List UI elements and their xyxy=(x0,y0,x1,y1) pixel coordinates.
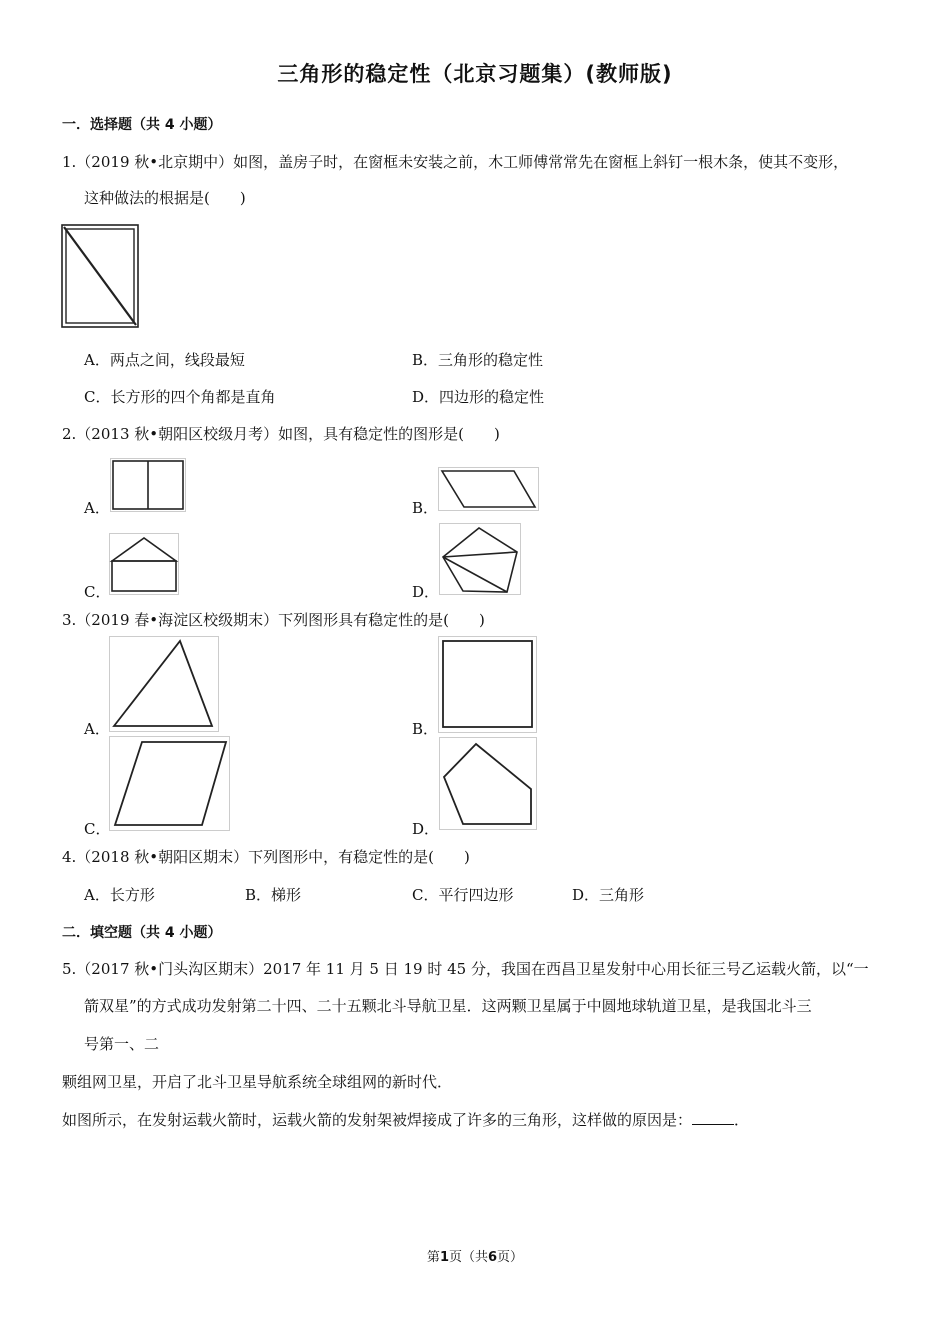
q5-stem-line5 xyxy=(62,1109,749,1130)
q2-stem: 2.（2013 秋•朝阳区校级月考）如图，具有稳定性的图形是( ) xyxy=(62,425,500,443)
q3-figure-a-triangle xyxy=(109,636,219,732)
q3-option-c: C． xyxy=(84,820,111,838)
footer-page-number: 1 xyxy=(439,1250,449,1265)
q3-option-d: D． xyxy=(412,820,440,838)
q4-stem: 4.（2018 秋•朝阳区期末）下列图形中，有稳定性的是( ) xyxy=(62,848,470,866)
q4-option-b: B．梯形 xyxy=(245,886,302,904)
q3-option-a: A． xyxy=(84,720,110,738)
q1-stem-line1: 1.（2019 秋•北京期中）如图，盖房子时，在窗框未安装之前，木工师傅常常先在窗框上斜钉一根木条，使其不变形， xyxy=(62,153,849,171)
q4-option-d: D．三角形 xyxy=(572,886,645,904)
page-title: 三角形的稳定性（北京习题集）(教师版) xyxy=(277,62,673,86)
q2-option-c: C． xyxy=(84,583,111,601)
q5-stem-line4: 颗组网卫星，开启了北斗卫星导航系统全球组网的新时代． xyxy=(62,1073,453,1091)
q5-line-end: ． xyxy=(734,1111,750,1129)
q1-window-frame-figure xyxy=(61,224,139,328)
answer-blank xyxy=(692,1110,734,1125)
footer-total-pages: 6 xyxy=(488,1250,498,1265)
q3-stem: 3.（2019 春•海淀区校级期末）下列图形具有稳定性的是( ) xyxy=(62,611,485,629)
q2-option-b: B． xyxy=(412,499,439,517)
q4-option-a: A．长方形 xyxy=(84,886,155,904)
q3-figure-b-square xyxy=(438,636,537,733)
q1-stem-line2: 这种做法的根据是( ) xyxy=(84,189,246,207)
section-heading-fill-blank: 二．填空题（共 4 小题） xyxy=(62,925,222,941)
q3-figure-d-pentagon xyxy=(439,737,537,830)
q5-stem-line3: 号第一、二 xyxy=(84,1035,160,1053)
q2-figure-d-triangulated-pentagon xyxy=(439,523,521,595)
q2-option-a: A． xyxy=(84,499,110,517)
q2-figure-a-divided-rectangle xyxy=(110,458,186,512)
q1-option-d: D．四边形的稳定性 xyxy=(412,388,545,406)
footer-middle: 页（共 xyxy=(448,1250,488,1265)
q1-option-b: B．三角形的稳定性 xyxy=(412,351,544,369)
q2-option-d: D． xyxy=(412,583,440,601)
q2-figure-c-house-shape xyxy=(109,533,179,595)
q3-option-b: B． xyxy=(412,720,439,738)
footer-suffix: 页） xyxy=(497,1250,524,1265)
q5-question-text: 如图所示，在发射运载火箭时，运载火箭的发射架被焊接成了许多的三角形，这样做的原因是： xyxy=(62,1111,693,1129)
q3-figure-c-parallelogram xyxy=(109,736,230,831)
footer-prefix: 第 xyxy=(426,1250,440,1265)
q5-stem-line2: 箭双星”的方式成功发射第二十四、二十五颗北斗导航卫星．这两颗卫星属于中圆地球轨道卫星，是我国北斗三 xyxy=(84,997,812,1015)
page-footer xyxy=(0,1246,950,1265)
q5-stem-line1: 5.（2017 秋•门头沟区期末）2017 年 11 月 5 日 19 时 45 分，我国在西昌卫星发射中心用长征三号乙运载火箭，以“一 xyxy=(62,960,869,978)
q1-option-a: A．两点之间，线段最短 xyxy=(84,351,245,369)
q1-option-c: C．长方形的四个角都是直角 xyxy=(84,388,276,406)
section-heading-choice: 一．选择题（共 4 小题） xyxy=(62,117,222,133)
q4-option-c: C．平行四边形 xyxy=(412,886,514,904)
q2-figure-b-parallelogram xyxy=(438,467,539,511)
